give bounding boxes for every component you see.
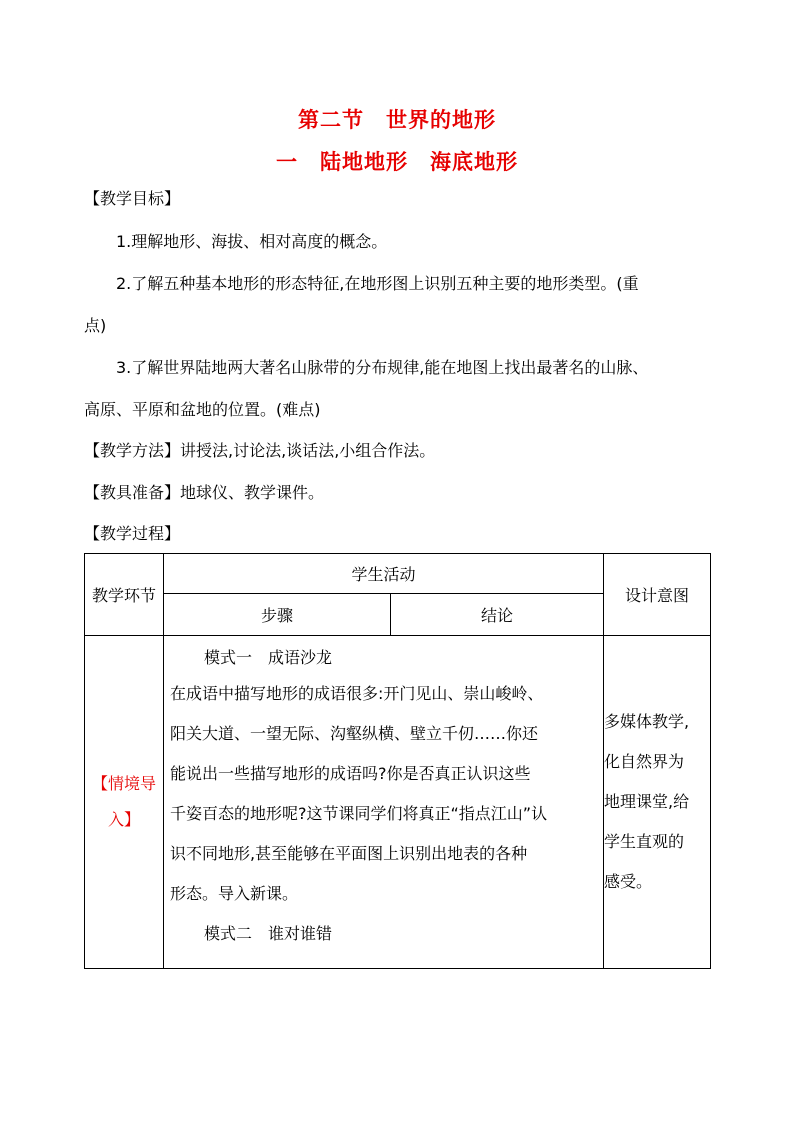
header-conclusion: 结论 bbox=[391, 594, 604, 636]
activity-line: 阳关大道、一望无际、沟壑纵横、壁立千仞……你还 bbox=[170, 724, 539, 743]
process-heading: 【教学过程】 bbox=[84, 524, 181, 543]
mode-2-heading: 模式二 谁对谁错 bbox=[204, 924, 333, 943]
purpose-line: 学生直观的 bbox=[604, 832, 685, 851]
header-activity: 学生活动 bbox=[164, 554, 604, 594]
tools-text: 地球仪、教学课件。 bbox=[180, 483, 325, 502]
tools-row bbox=[84, 483, 324, 503]
activity-line: 在成语中描写地形的成语很多:开门见山、崇山峻岭、 bbox=[170, 684, 544, 703]
activity-line: 形态。导入新课。 bbox=[170, 884, 299, 903]
purpose-line: 化自然界为 bbox=[604, 752, 685, 771]
goal-3-line-1: 3.了解世界陆地两大著名山脉带的分布规律,能在地图上找出最著名的山脉、 bbox=[116, 358, 649, 377]
goals-heading: 【教学目标】 bbox=[84, 189, 181, 208]
goal-3-line-2: 高原、平原和盆地的位置。(难点) bbox=[84, 400, 321, 419]
purpose-line: 地理课堂,给 bbox=[604, 792, 690, 811]
title-line-2: 一 陆地地形 海底地形 bbox=[276, 150, 518, 174]
title-line-1: 第二节 世界的地形 bbox=[298, 108, 496, 132]
header-steps: 步骤 bbox=[164, 594, 391, 636]
activity-cell bbox=[164, 636, 604, 969]
goal-2-line-2: 点) bbox=[84, 316, 107, 335]
tools-heading: 【教具准备】 bbox=[84, 483, 181, 502]
teaching-process-table bbox=[84, 553, 711, 969]
purpose-cell bbox=[604, 636, 711, 969]
header-stage: 教学环节 bbox=[85, 554, 164, 636]
purpose-line: 多媒体教学, bbox=[604, 712, 690, 731]
activity-line: 千姿百态的地形呢?这节课同学们将真正“指点江山”认 bbox=[170, 804, 548, 823]
goal-2-line-1: 2.了解五种基本地形的形态特征,在地形图上识别五种主要的地形类型。(重 bbox=[116, 274, 639, 293]
header-purpose: 设计意图 bbox=[604, 554, 711, 636]
method-heading: 【教学方法】 bbox=[84, 441, 181, 460]
stage-label-line-1: 【情境导 bbox=[91, 774, 156, 793]
stage-label-line-2: 入】 bbox=[107, 810, 140, 829]
activity-line: 能说出一些描写地形的成语吗?你是否真正认识这些 bbox=[170, 764, 531, 783]
method-text: 讲授法,讨论法,谈话法,小组合作法。 bbox=[180, 441, 436, 460]
method-row bbox=[84, 441, 435, 461]
goal-1: 1.理解地形、海拔、相对高度的概念。 bbox=[116, 232, 388, 251]
purpose-line: 感受。 bbox=[604, 872, 653, 891]
stage-cell bbox=[85, 636, 164, 969]
mode-1-heading: 模式一 成语沙龙 bbox=[204, 648, 333, 667]
activity-line: 识不同地形,甚至能够在平面图上识别出地表的各种 bbox=[170, 844, 528, 863]
